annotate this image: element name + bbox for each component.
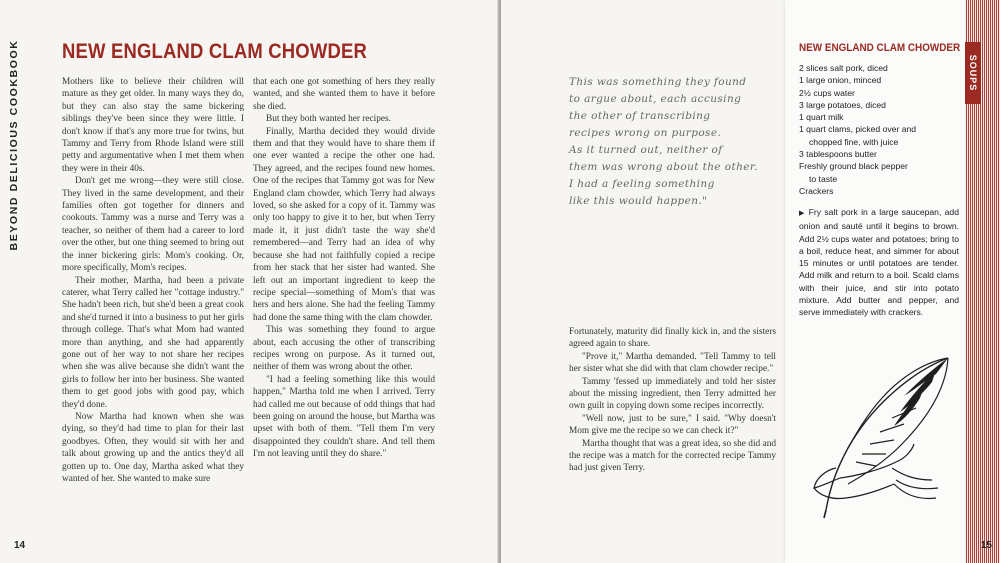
ingredient-item [799,74,959,86]
ingredient-item [799,87,959,99]
paragraph: Finally, Martha decided they would divide them and that they would have to share them if one ever wanted a recipe the other one had. They agreed, and the recipes found new homes. One of the recipes that Tammy got was for New England clam chowder, which Terry had always loved, so she asked for a copy of it. Tammy was only too happy to give it to her, but when Terry made it, it just didn't taste the way she'd remembered—and Terry had an idea of why because she had not faithfully copied a recipe from her stack that her sister had wanted. She left out an important ingredient to keep the recipe special—something of Mom's that was hers and hers alone. She had the feeling Tammy had done the same thing with the clam chowder. [253,126,435,323]
pull-quote-line: This was something they found [569,76,747,88]
ingredient-text: 3 tablespoons butter [799,149,877,160]
ingredient-item [799,185,959,197]
pull-quote-line: the other of transcribing [569,110,711,122]
chapter-title: NEW ENGLAND CLAM CHOWDER [62,40,368,63]
method-text: Fry salt pork in a large saucepan, add onion and sauté until it begins to brown. Add 2½ cups water and potatoes; bring to a boil, reduce heat, and simmer for about 15 minutes or until potatoes are tender. Add milk and return to a boil. Scald clams with their juice, and stir into potato mixture. Add butter and pepper, and serve immediately with crackers. [799,207,959,318]
ingredient-item [799,160,959,185]
ingredient-text: 1 large onion, minced [799,75,882,86]
ingredient-text: 2 slices salt pork, diced [799,63,888,73]
ingredient-text: 3 large potatoes, diced [799,99,886,110]
paragraph: Tammy 'fessed up immediately and told her sister about the missing ingredient, then Terry admitted her own guilt in copying down some recipes incorrectly. [569,376,776,412]
running-title-text: BEYOND DELICIOUS COOKBOOK [8,39,20,251]
page-number-left: 14 [14,540,26,551]
pull-quote-line: like this would happen." [569,195,708,207]
section-tab[interactable] [965,42,981,104]
ingredient-item [799,62,959,74]
paragraph: Martha thought that was a great idea, so she did and the recipe was a match for the corrected recipe Tammy had just given Terry. [569,438,776,474]
paragraph: Their mother, Martha, had been a private caterer, what Terry called her "cottage industry." She hadn't been rich, but she'd been a great cook and she'd turned it into a business to put her girls through college. That's what Mom had wanted more than anything, and she had apparently gone out of her way to not share her recipes when she was alive because she didn't want the girls to follow her into her business. She wanted them to get good jobs with good pay, which they'd done. [62,275,244,410]
section-tab-label: SOUPS [968,54,978,92]
ingredient-continuation: chopped fine, with juice [809,136,899,147]
pull-quote-line: them was wrong about the other. [569,161,758,173]
ingredient-continuation: to taste [809,173,838,184]
paragraph: "I had a feeling something like this would happen," Martha told me when I arrived. Terry had called me out because of odd things that had been going on around the house, but Martha was upset with both of them. "Tell them I'm very disappointed they couldn't share. And tell them I'm not leaving until they do share." [253,374,435,460]
paragraph: "Well now, just to be sure," I said. "Why doesn't Mom give me the recipe so we can check it?" [569,413,776,437]
left-page [0,0,499,563]
ingredient-text: 2½ cups water [799,87,855,98]
triangle-right-icon: ▶ [799,210,806,217]
paragraph: Mothers like to believe their children will mature as they get older. In many ways they do, but they can also stay the same bickering siblings they've been since they were little. I don't know if that's any more true for twins, but Tammy and Terry from Rhode Island were still petty and argumentative when I met them when they were in their 40s. [62,77,244,174]
pull-quote [569,74,769,210]
pull-quote-line: I had a feeling something [569,178,715,190]
text-column-1 [62,76,244,485]
ingredient-item [799,123,959,148]
pull-quote-line: recipes wrong on purpose. [569,127,722,139]
ingredient-text: Freshly ground black pepper [799,161,908,172]
ingredient-text: 1 quart milk [799,112,844,123]
recipe-title: NEW ENGLAND CLAM CHOWDER [799,42,961,54]
text-column-3 [569,326,776,475]
paragraph: Fortunately, maturity did finally kick in, and the sisters agreed again to share. [569,327,776,350]
ingredient-item [799,111,959,123]
recipe-method [799,206,959,319]
paragraph: But they both wanted her recipes. [266,114,391,125]
quill-hand-icon [796,350,961,525]
pull-quote-line: to argue about, each accusing [569,93,742,105]
ingredient-item [799,99,959,111]
paragraph: "Prove it," Martha demanded. "Tell Tammy to tell her sister what she did with that clam chowder recipe." [569,351,776,375]
ingredient-list [799,62,959,197]
ingredient-text: 1 quart clams, picked over and [799,124,917,135]
text-column-2 [253,76,435,461]
pull-quote-line: As it turned out, neither of [569,144,723,156]
ingredient-text: Crackers [799,185,834,196]
paragraph: Now Martha had known when she was dying, so they'd had time to plan for their last goodbyes. Often, they would sit with her and talk about growing up and the antics they'd all gotten up to. One day, Martha asked what they wanted of her. She wanted to make sure [62,411,244,484]
running-title [6,40,22,250]
ingredient-item [799,148,959,160]
page-number-right: 15 [980,540,992,551]
paragraph: This was something they found to argue about, each accusing the other of transcribing recipes wrong on purpose. As it turned out, neither of them was wrong about the other. [253,325,435,373]
paragraph: Don't get me wrong—they were still close. They lived in the same development, and their families often got together for dinners and cookouts. Tammy was a nurse and Terry was a teacher, so neither of them had a career to lord over the other, but one thing seemed to bring out the inner bickering girls: Mom's cooking. Or, more specifically, Mom's recipes. [62,176,244,274]
paragraph: that each one got something of hers they really wanted, and she wanted them to have it before she died. [253,77,435,112]
